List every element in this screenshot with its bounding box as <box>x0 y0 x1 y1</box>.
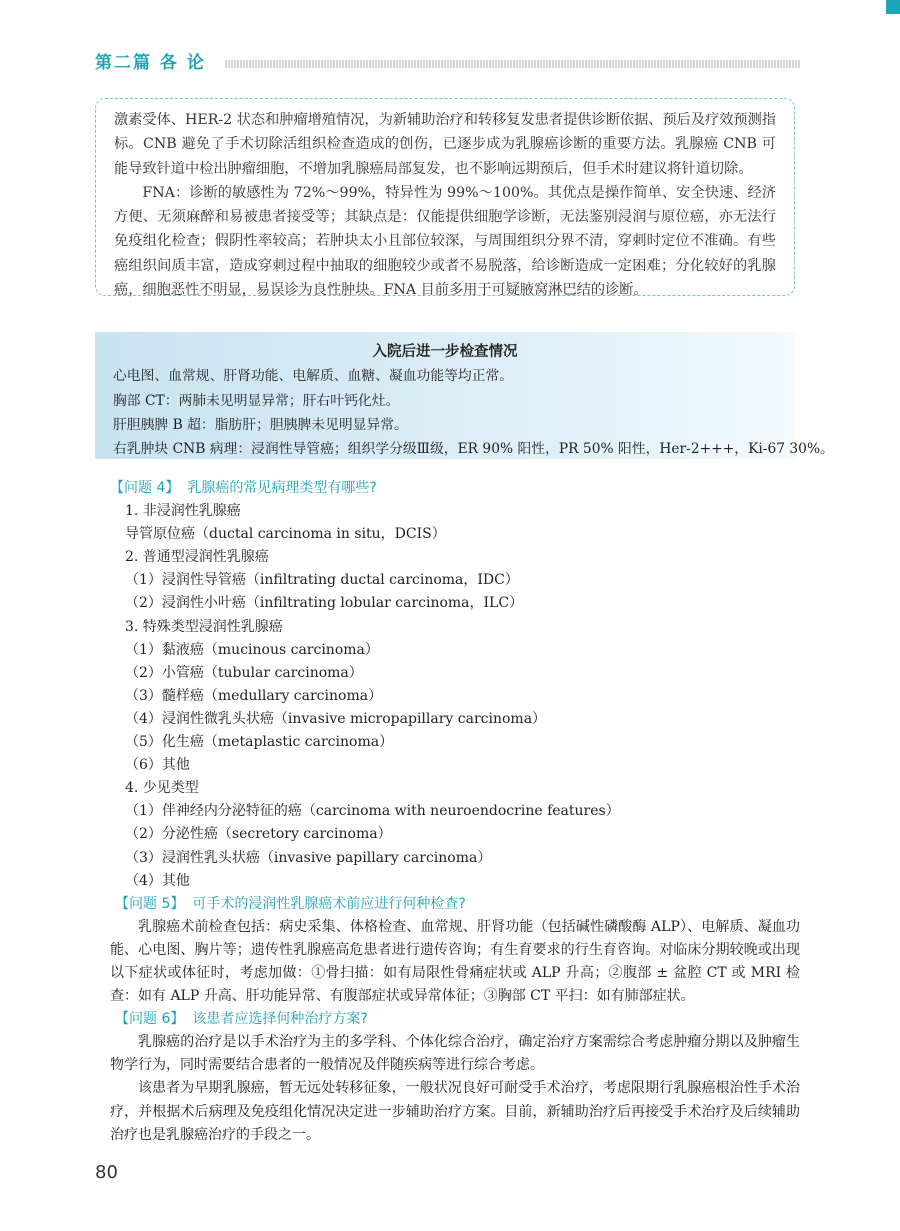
list-item: 4. 少见类型 <box>125 780 199 797</box>
note-paragraph-1: 激素受体、HER-2 状态和肿瘤增殖情况，为新辅助治疗和转移复发患者提供诊断依据、预后及疗效预测指标。CNB 避免了手术切除活组织检查造成的创伤，已逐步成为乳腺癌诊断的重要方法。乳腺癌 CNB 可能导致针道中检出肿瘤细胞，不增加乳腺癌局部复发，也不影响远期预后，但手术时建议将针道切除。 <box>114 112 776 177</box>
section-title: 第二篇 各 论 <box>95 53 206 73</box>
list-item: （1）浸润性导管癌（infiltrating ductal carcinoma，IDC） <box>125 572 519 589</box>
list-item: 导管原位癌（ductal carcinoma in situ，DCIS） <box>125 526 446 543</box>
list-item: （6）其他 <box>125 757 190 774</box>
question-4-heading <box>110 477 800 500</box>
list-item: （2）浸润性小叶癌（infiltrating lobular carcinoma，ILC） <box>125 595 524 612</box>
question-5-answer: 乳腺癌术前检查包括：病史采集、体格检查、血常规、肝肾功能（包括碱性磷酸酶 ALP）、电解质、凝血功能、心电图、胸片等；遗传性乳腺癌高危患者进行遗传咨询；有生育要求的行生育咨询。对临床分期较晚或出现以下症状或体征时，考虑加做：①骨扫描：如有局限性骨痛症状或 ALP 升高；②腹部 ± 盆腔 CT 或 MRI 检查：如有 ALP 升高、肝功能异常、有腹部症状或异常体征；③胸部 CT 平扫：如有肺部症状。 <box>110 918 800 1005</box>
question-tag: 【问题 6】 <box>115 1011 185 1028</box>
header-rule <box>225 60 800 68</box>
exam-line: 右乳肿块 CNB 病理：浸润性导管癌；组织学分级Ⅲ级，ER 90% 阳性，PR 50% 阳性，Her-2+++，Ki-67 30%。 <box>113 441 834 458</box>
list-item: （3）髓样癌（medullary carcinoma） <box>125 687 383 704</box>
exam-title: 入院后进一步检查情况 <box>372 344 518 360</box>
question-title: 可手术的浸润性乳腺癌术前应进行何种检查? <box>192 895 466 912</box>
question-6-heading <box>115 1008 800 1031</box>
exam-box <box>95 332 834 459</box>
main-content <box>110 477 800 1147</box>
question-tag: 【问题 4】 <box>110 480 180 496</box>
page-number: 80 <box>95 1162 118 1183</box>
question-6-answer-2: 该患者为早期乳腺癌，暂无远处转移征象，一般状况良好可耐受手术治疗，考虑限期行乳腺癌根治性手术治疗，并根据术后病理及免疫组化情况决定进一步辅助治疗方案。目前，新辅助治疗后再接受手术治疗及后续辅助治疗也是乳腺癌治疗的手段之一。 <box>110 1080 800 1143</box>
list-item: （1）黏液癌（mucinous carcinoma） <box>125 641 379 658</box>
question-title: 乳腺癌的常见病理类型有哪些? <box>187 480 377 496</box>
exam-line: 肝胆胰脾 B 超：脂肪肝；胆胰脾未见明显异常。 <box>113 416 408 433</box>
exam-line: 胸部 CT：两肺未见明显异常；肝右叶钙化灶。 <box>113 392 400 409</box>
list-item: 3. 特殊类型浸润性乳腺癌 <box>125 618 283 635</box>
question-tag: 【问题 5】 <box>115 895 185 912</box>
list-item: 2. 普通型浸润性乳腺癌 <box>125 549 269 566</box>
list-item: （5）化生癌（metaplastic carcinoma） <box>125 734 394 751</box>
question-5-heading <box>115 893 800 916</box>
list-item: （3）浸润性乳头状癌（invasive papillary carcinoma） <box>125 849 492 866</box>
list-item: （4）其他 <box>125 872 190 889</box>
note-paragraph-2: FNA：诊断的敏感性为 72%～99%，特异性为 99%～100%。其优点是操作简单、安全快速、经济方便、无须麻醉和易被患者接受等；其缺点是：仅能提供细胞学诊断，无法鉴别浸润与原位癌，亦无法行免疫组化检查；假阴性率较高；若肿块太小且部位较深，与周围组织分界不清，穿刺时定位不准确。有些癌组织间质丰富，造成穿刺过程中抽取的细胞较少或者不易脱落，给诊断造成一定困难；分化较好的乳腺癌，细胞恶性不明显，易误诊为良性肿块。FNA 目前多用于可疑腋窝淋巴结的诊断。 <box>114 184 776 299</box>
list-item: （2）分泌性癌（secretory carcinoma） <box>125 826 392 843</box>
question-6-answer-1: 乳腺癌的治疗是以手术治疗为主的多学科、个体化综合治疗，确定治疗方案需综合考虑肿瘤分期以及肿瘤生物学行为，同时需要结合患者的一般情况及伴随疾病等进行综合考虑。 <box>110 1034 800 1074</box>
running-header <box>95 48 800 72</box>
note-box <box>95 98 795 299</box>
list-item: （1）伴神经内分泌特征的癌（carcinoma with neuroendocrine features） <box>125 803 620 820</box>
exam-line: 心电图、血常规、肝肾功能、电解质、血糖、凝血功能等均正常。 <box>113 368 514 385</box>
question-title: 该患者应选择何种治疗方案? <box>192 1011 368 1028</box>
list-item: 1. 非浸润性乳腺癌 <box>125 503 241 520</box>
list-item: （4）浸润性微乳头状癌（invasive micropapillary carcinoma） <box>125 710 547 727</box>
list-item: （2）小管癌（tubular carcinoma） <box>125 664 363 681</box>
corner-marker <box>886 0 900 14</box>
